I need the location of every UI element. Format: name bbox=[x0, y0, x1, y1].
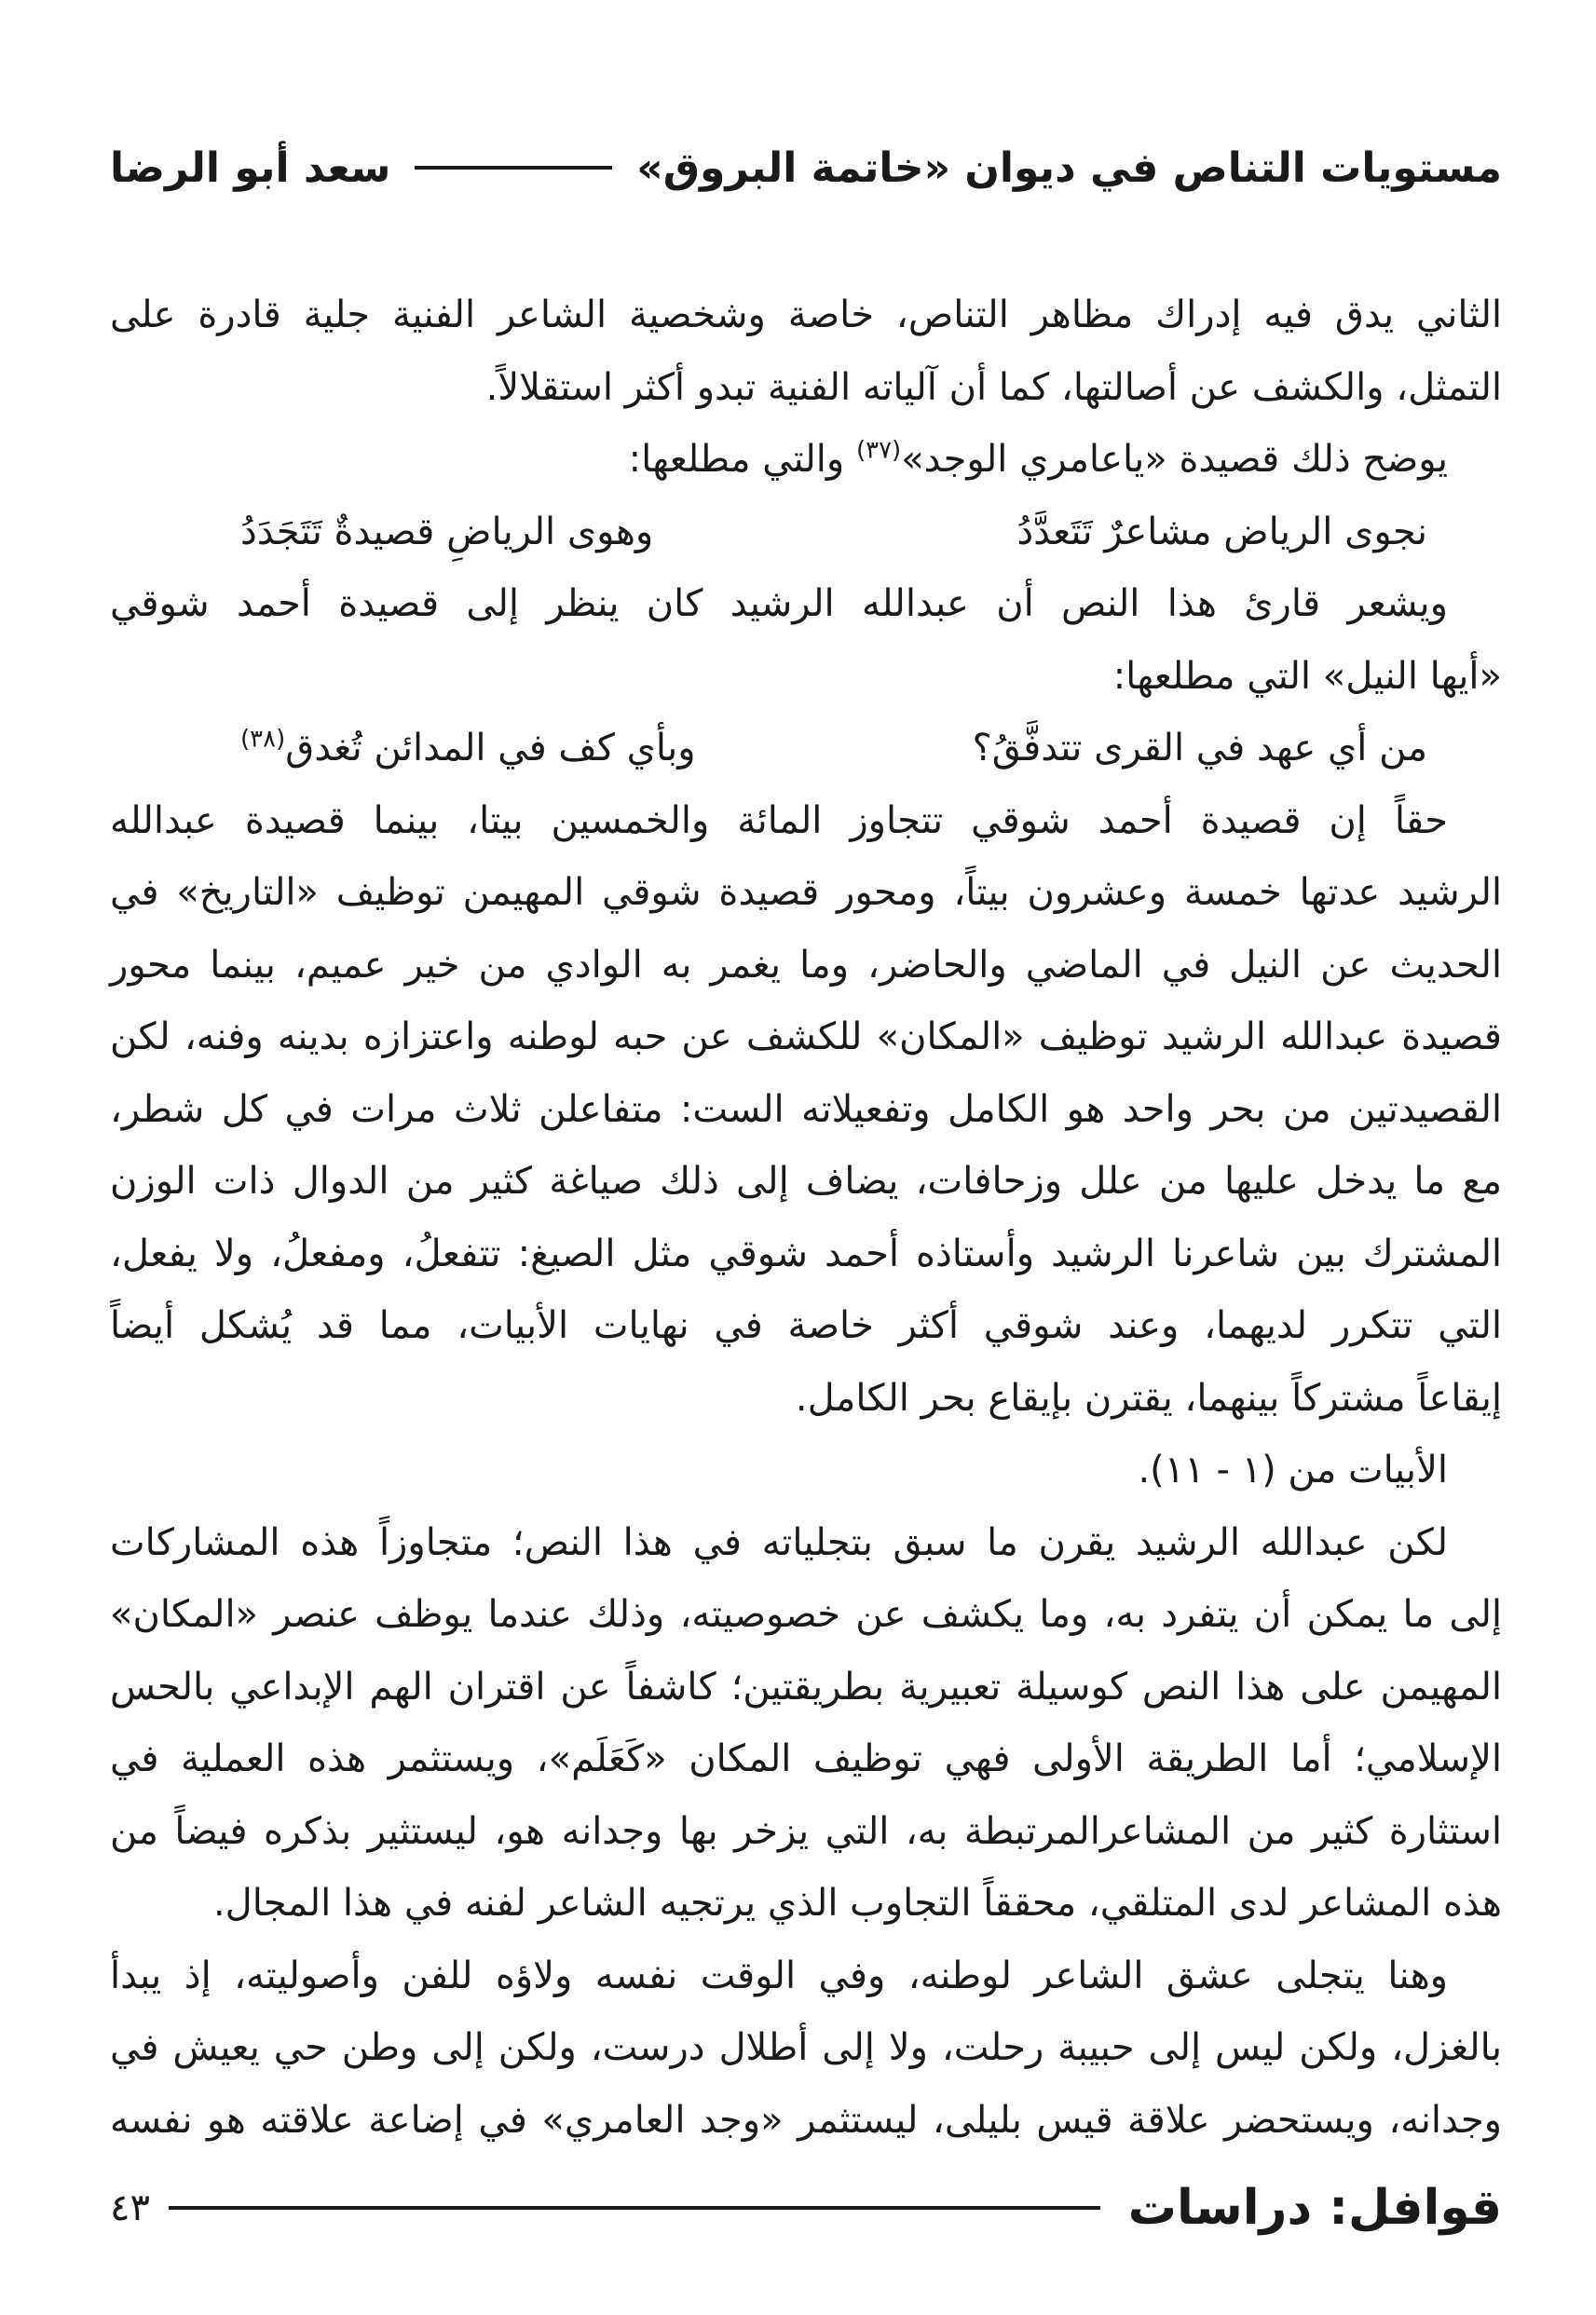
verse-line bbox=[110, 713, 1502, 785]
text-line: الإسلامي؛ أما الطريقة الأولى فهي توظيف المكان «كَعَلَم»، ويستثمر هذه العملية في bbox=[110, 1737, 1502, 1780]
text-line: حقاً إن قصيدة أحمد شوقي تتجاوز المائة والخمسين بيتا، بينما قصيدة عبدالله bbox=[110, 798, 1448, 842]
text-line: الحديث عن النيل في الماضي والحاضر، وما يغمر به الوادي من خير عميم، بينما محور bbox=[110, 943, 1502, 987]
text-line: إلى ما يمكن أن يتفرد به، وما يكشف عن خصوصيته، وذلك عندما يوظف عنصر «المكان» bbox=[110, 1593, 1502, 1636]
text-line: لكن عبدالله الرشيد يقرن ما سبق بتجلياته في هذا النص؛ متجاوزاً هذه المشاركات bbox=[110, 1520, 1448, 1564]
text-line: إيقاعاً مشتركاً بينهما، يقترن بإيقاع بحر الكامل. bbox=[795, 1376, 1502, 1420]
verse-line bbox=[110, 497, 1502, 569]
footnote-ref: (٣٨) bbox=[240, 725, 286, 754]
text-line: استثارة كثير من المشاعرالمرتبطة به، التي يزخر بها وجدانه هو، ليستثير بذكره فيضاً من bbox=[110, 1809, 1502, 1853]
body-text bbox=[110, 279, 1502, 2157]
footer-rule bbox=[169, 2206, 1100, 2210]
verse-second-hemistich: وهوى الرياضِ قصيدةٌ تَتَجَدَدُ bbox=[240, 510, 654, 553]
text-line: ويشعر قارئ هذا النص أن عبدالله الرشيد كان ينظر إلى قصيدة أحمد شوقي bbox=[110, 582, 1448, 625]
verse-first-hemistich: نجوى الرياض مشاعرٌ تَتَعدَّدُ bbox=[1016, 510, 1427, 553]
text-line: التمثل، والكشف عن أصالتها، كما أن آلياته الفنية تبدو أكثر استقلالاً. bbox=[485, 365, 1502, 409]
header-rule bbox=[415, 166, 612, 170]
text-line: المشترك بين شاعرنا الرشيد وأستاذه أحمد شوقي مثل الصيغ: تتفعلُ، ومفعلُ، ولا يفعل، bbox=[110, 1232, 1502, 1275]
text-line: الرشيد عدتها خمسة وعشرون بيتاً، ومحور قصيدة شوقي المهيمن توظيف «التاريخ» في bbox=[110, 871, 1502, 914]
text-run: والتي مطلعها: bbox=[628, 438, 845, 481]
text-line: هذه المشاعر لدى المتلقي، محققاً التجاوب الذي يرتجيه الشاعر لفنه في هذا المجال. bbox=[212, 1882, 1502, 1925]
text-line: الثاني يدق فيه إدراك مظاهر التناص، خاصة وشخصية الشاعر الفنية جلية قادرة على bbox=[110, 293, 1502, 336]
text-line: بالغزل، ولكن ليس إلى حبيبة رحلت، ولا إلى أطلال درست، ولكن إلى وطن حي يعيش في bbox=[110, 2026, 1502, 2069]
page-number: ٤٣ bbox=[110, 2186, 150, 2229]
footnote-ref: (٣٧) bbox=[855, 436, 902, 465]
article-title: مستويات التناص في ديوان «خاتمة البروق» bbox=[636, 143, 1502, 192]
text-line: قصيدة عبدالله الرشيد توظيف «المكان» للكشف عن حبه لوطنه واعتزازه بدينه وفنه، لكن bbox=[110, 1015, 1502, 1058]
text-line: القصيدتين من بحر واحد هو الكامل وتفعيلاته الست: متفاعلن ثلاث مرات في كل شطر، bbox=[110, 1087, 1502, 1131]
running-header bbox=[110, 130, 1502, 205]
author-name: سعد أبو الرضا bbox=[110, 143, 391, 192]
text-line: مع ما يدخل عليها من علل وزحافات، يضاف إلى ذلك صياغة كثير من الدوال ذات الوزن bbox=[110, 1160, 1502, 1203]
text-line: التي تتكرر لديهما، وعند شوقي أكثر خاصة في نهايات الأبيات، مما قد يُشكل أيضاً bbox=[110, 1304, 1502, 1347]
text-line: «أيها النيل» التي مطلعها: bbox=[1112, 654, 1502, 698]
text-line: وجدانه، ويستحضر علاقة قيس بليلى، ليستثمر «وجد العامري» في إضاعة علاقته هو نفسه bbox=[110, 2098, 1502, 2142]
text-line bbox=[110, 424, 1502, 497]
text-line: وهنا يتجلى عشق الشاعر لوطنه، وفي الوقت نفسه ولاؤه للفن وأصوليته، إذ يبدأ bbox=[110, 1954, 1448, 1997]
text-run: وبأي كف في المدائن تُغدق bbox=[285, 727, 696, 769]
running-footer bbox=[110, 2171, 1502, 2245]
text-run: يوضح ذلك قصيدة «ياعامري الوجد» bbox=[901, 438, 1448, 481]
journal-name: قوافل: دراسات bbox=[1127, 2180, 1502, 2236]
verse-second-hemistich bbox=[240, 713, 696, 785]
text-line: الأبيات من (١ - ١١). bbox=[1138, 1449, 1448, 1491]
verse-first-hemistich: من أي عهد في القرى تتدفَّقُ؟ bbox=[972, 727, 1427, 769]
text-line: المهيمن على هذا النص كوسيلة تعبيرية بطريقتين؛ كاشفاً عن اقتران الهم الإبداعي بالحس bbox=[110, 1665, 1502, 1709]
